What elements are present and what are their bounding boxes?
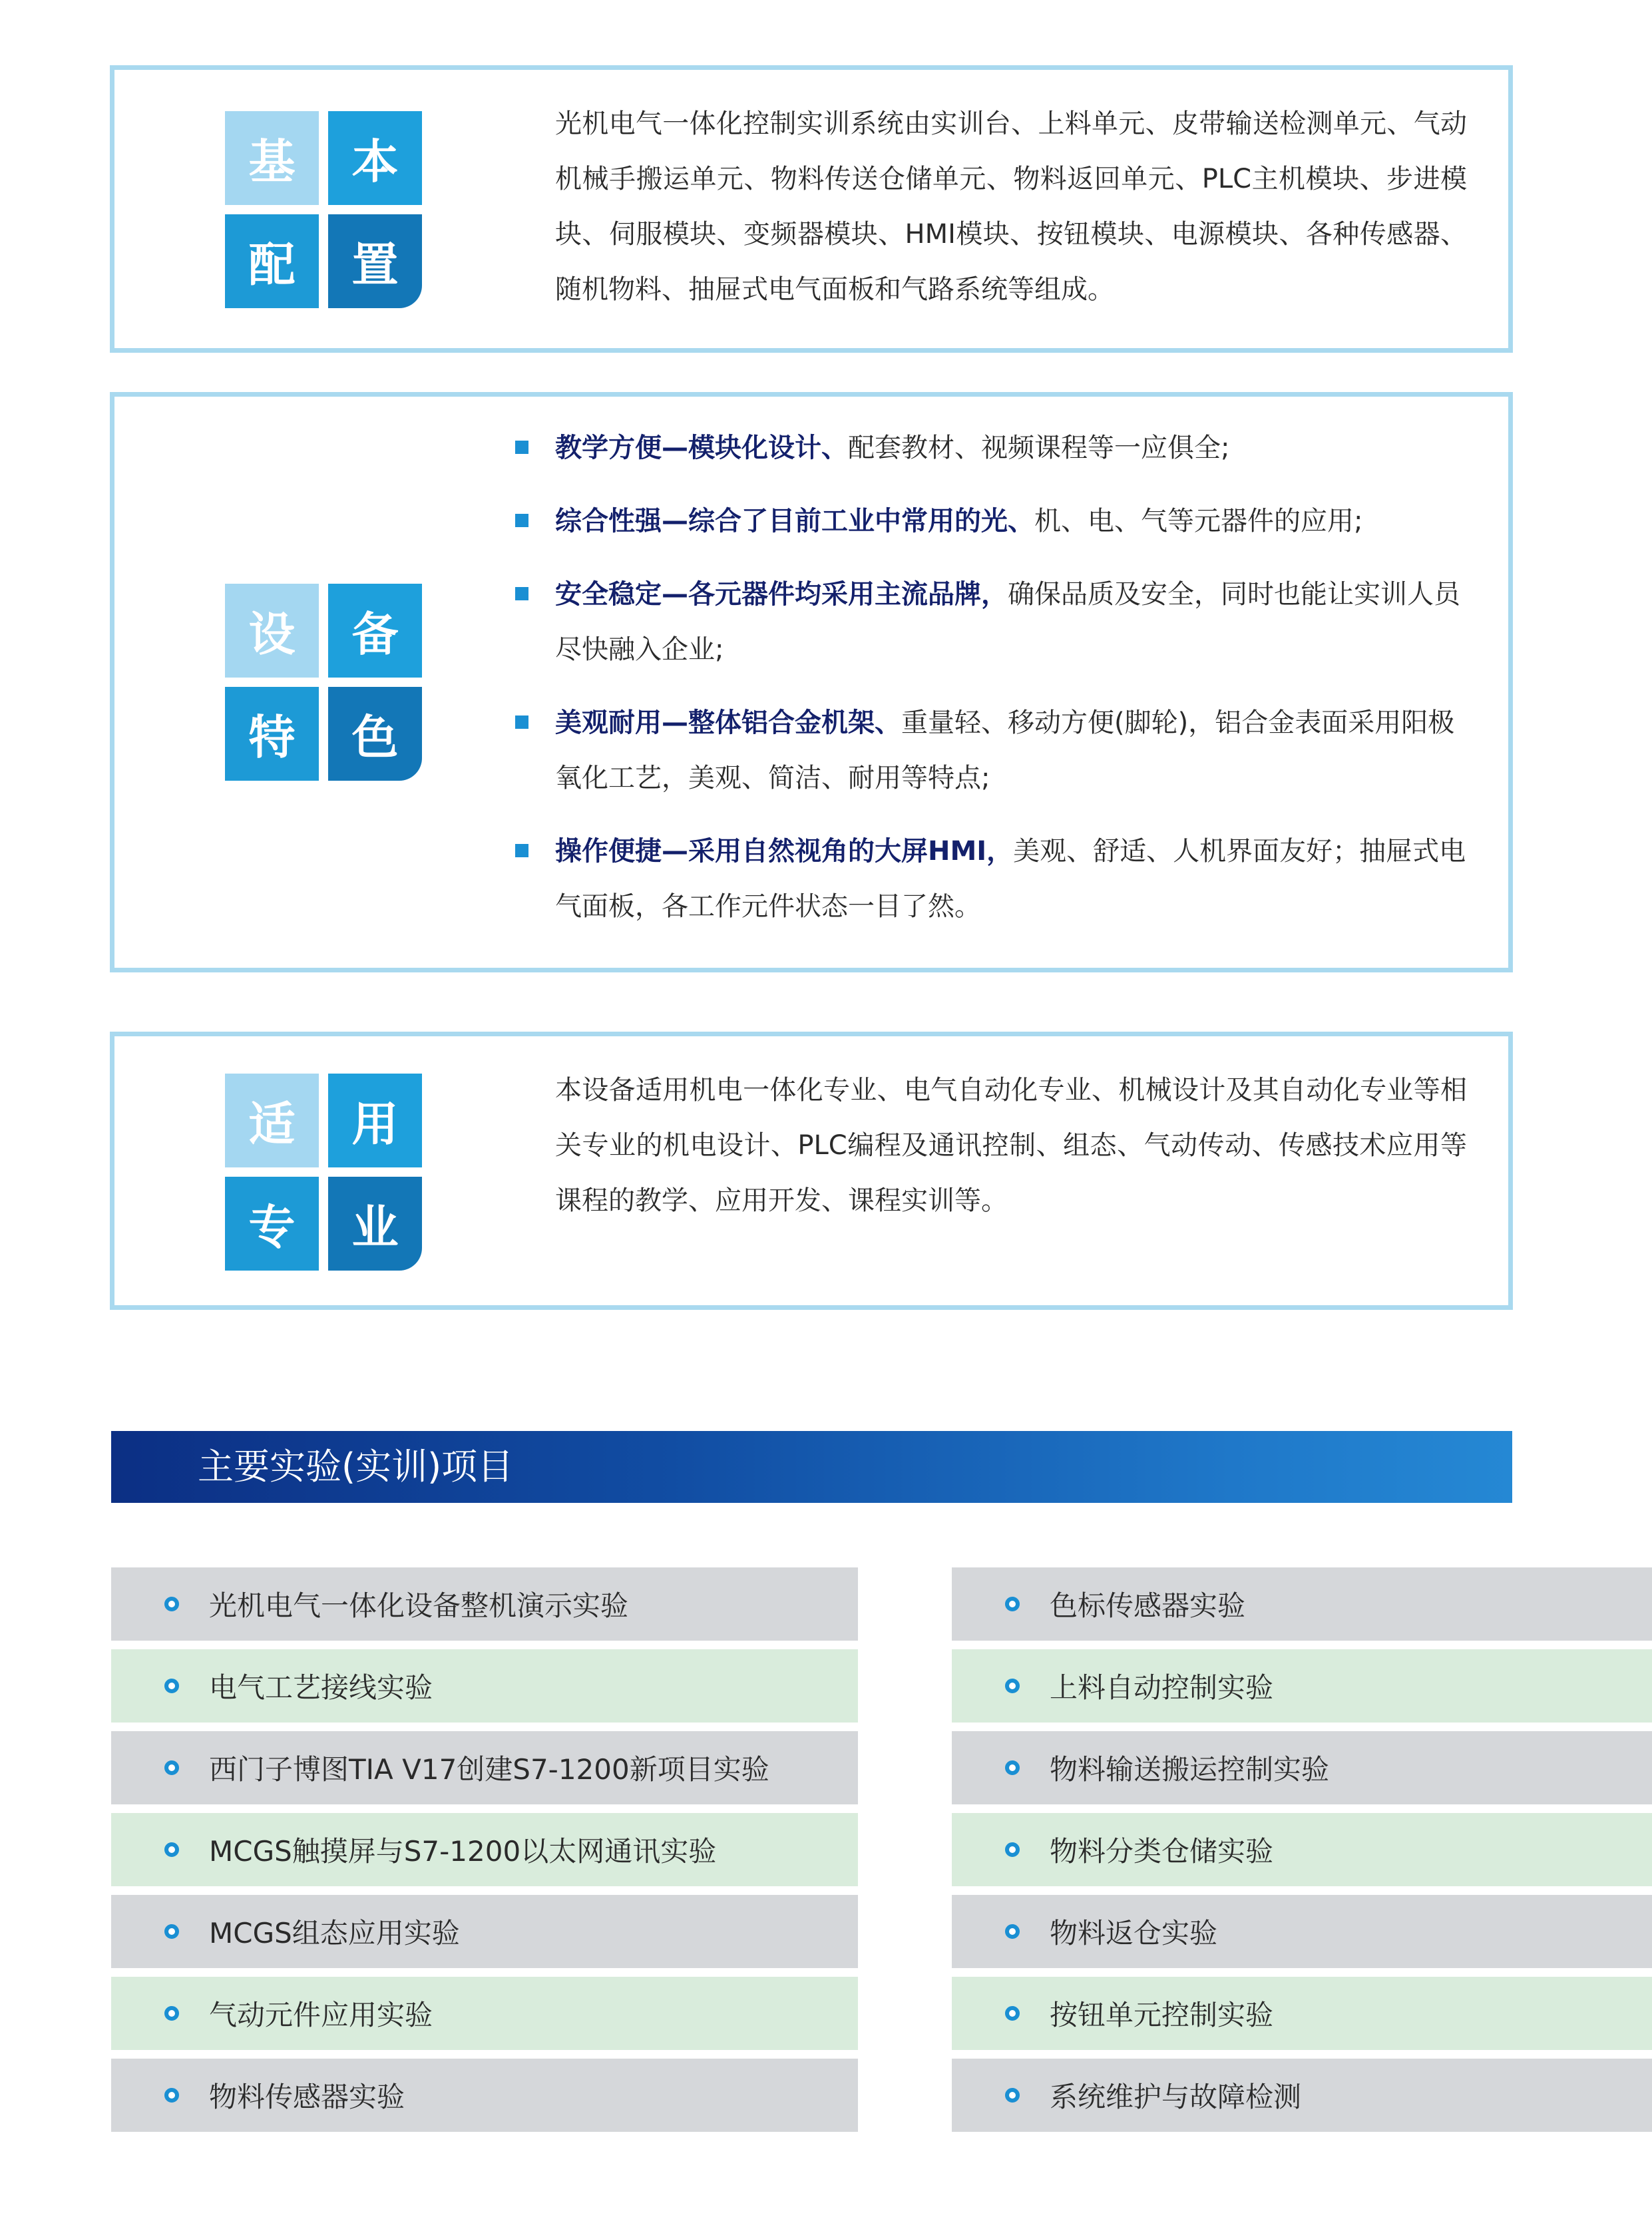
feature-item (515, 421, 1474, 476)
majors-card (110, 1032, 1513, 1310)
feature-description: 确保品质及安全，同时也能让实训人员尽快融入企业; (555, 579, 1460, 665)
experiment-item (111, 1895, 858, 1968)
square-bullet-icon (515, 587, 528, 600)
feature-description: 机、电、气等元器件的应用; (1034, 506, 1363, 536)
feature-heading: 美观耐用—整体铝合金机架、 (555, 708, 901, 738)
badge-tile: 用 (328, 1074, 422, 1167)
feature-list (515, 421, 1474, 952)
experiment-label: 西门子博图TIA V17创建S7-1200新项目实验 (209, 1753, 769, 1786)
experiment-item (111, 1731, 858, 1804)
circle-bullet-icon (1005, 2006, 1020, 2021)
experiment-item (111, 1977, 858, 2050)
experiment-item (111, 2059, 858, 2132)
circle-bullet-icon (1005, 1760, 1020, 1775)
basic-config-card (110, 65, 1513, 353)
feature-heading: 教学方便—模块化设计、 (555, 433, 848, 463)
experiment-label: MCGS组态应用实验 (209, 1917, 460, 1949)
badge-tile: 适 (225, 1074, 319, 1167)
experiment-item (952, 1895, 1652, 1968)
circle-bullet-icon (1005, 1924, 1020, 1939)
feature-item (515, 567, 1474, 678)
feature-item (515, 696, 1474, 806)
feature-description: 美观、舒适、人机界面友好；抽屉式电气面板，各工作元件状态一目了然。 (555, 836, 1466, 922)
experiment-label: 光机电气一体化设备整机演示实验 (209, 1589, 629, 1622)
features-card (110, 392, 1513, 972)
feature-description: 配套教材、视频课程等一应俱全; (848, 433, 1230, 463)
square-bullet-icon (515, 844, 528, 857)
badge-tile: 本 (328, 111, 422, 205)
experiment-label: 物料传感器实验 (209, 2081, 405, 2113)
circle-bullet-icon (1005, 1597, 1020, 1611)
experiment-label: 按钮单元控制实验 (1050, 1999, 1274, 2031)
circle-bullet-icon (1005, 2088, 1020, 2103)
badge-tile: 基 (225, 111, 319, 205)
feature-item (515, 494, 1474, 549)
circle-bullet-icon (164, 1842, 179, 1857)
experiment-item (952, 1813, 1652, 1886)
circle-bullet-icon (164, 2006, 179, 2021)
experiment-item (111, 1813, 858, 1886)
badge-tile: 设 (225, 584, 319, 678)
experiment-label: 气动元件应用实验 (209, 1999, 433, 2031)
majors-text: 本设备适用机电一体化专业、电气自动化专业、机械设计及其自动化专业等相关专业的机电设计、PLC编程及通讯控制、组态、气动传动、传感技术应用等课程的教学、应用开发、课程实训等。 (555, 1075, 1467, 1216)
basic-config-text: 光机电气一体化控制实训系统由实训台、上料单元、皮带输送检测单元、气动机械手搬运单元、物料传送仓储单元、物料返回单元、PLC主机模块、步进模块、伺服模块、变频器模块、HMI模块、按钮模块、电源模块、各种传感器、随机物料、抽屉式电气面板和气路系统等组成。 (555, 108, 1467, 305)
square-bullet-icon (515, 441, 528, 454)
experiment-label: MCGS触摸屏与S7-1200以太网通讯实验 (209, 1835, 717, 1868)
feature-heading: 安全稳定—各元器件均采用主流品牌， (555, 579, 1008, 610)
experiment-label: 物料分类仓储实验 (1050, 1835, 1274, 1868)
feature-heading: 操作便捷—采用自然视角的大屏HMI， (555, 836, 1014, 867)
circle-bullet-icon (164, 1760, 179, 1775)
circle-bullet-icon (164, 1924, 179, 1939)
feature-item (515, 824, 1474, 934)
basic-config-badge (225, 111, 422, 308)
experiment-label: 物料返仓实验 (1050, 1917, 1218, 1949)
badge-tile: 专 (225, 1177, 319, 1271)
feature-heading: 综合性强—综合了目前工业中常用的光、 (555, 506, 1034, 536)
experiment-label: 物料输送搬运控制实验 (1050, 1753, 1330, 1786)
features-badge (225, 584, 422, 781)
experiment-item (952, 1977, 1652, 2050)
majors-badge (225, 1074, 422, 1271)
experiment-item (111, 1649, 858, 1723)
badge-tile: 业 (328, 1177, 422, 1271)
experiment-item (952, 1567, 1652, 1641)
experiment-label: 色标传感器实验 (1050, 1589, 1246, 1622)
experiments-header (111, 1431, 1512, 1503)
experiment-item (952, 1731, 1652, 1804)
experiment-item (952, 1649, 1652, 1723)
experiment-item (111, 1567, 858, 1641)
badge-tile: 配 (225, 214, 319, 308)
badge-tile: 备 (328, 584, 422, 678)
experiment-item (952, 2059, 1652, 2132)
experiment-label: 电气工艺接线实验 (209, 1671, 433, 1704)
badge-tile: 色 (328, 687, 422, 781)
circle-bullet-icon (164, 2088, 179, 2103)
experiments-title: 主要实验(实训)项目 (198, 1446, 514, 1488)
circle-bullet-icon (164, 1597, 179, 1611)
square-bullet-icon (515, 514, 528, 527)
badge-tile: 置 (328, 214, 422, 308)
square-bullet-icon (515, 715, 528, 729)
circle-bullet-icon (164, 1679, 179, 1693)
badge-tile: 特 (225, 687, 319, 781)
circle-bullet-icon (1005, 1679, 1020, 1693)
circle-bullet-icon (1005, 1842, 1020, 1857)
experiment-label: 上料自动控制实验 (1050, 1671, 1274, 1704)
experiment-label: 系统维护与故障检测 (1050, 2081, 1302, 2113)
feature-description: 重量轻、移动方便(脚轮)，铝合金表面采用阳极氧化工艺，美观、简洁、耐用等特点; (555, 708, 1455, 793)
